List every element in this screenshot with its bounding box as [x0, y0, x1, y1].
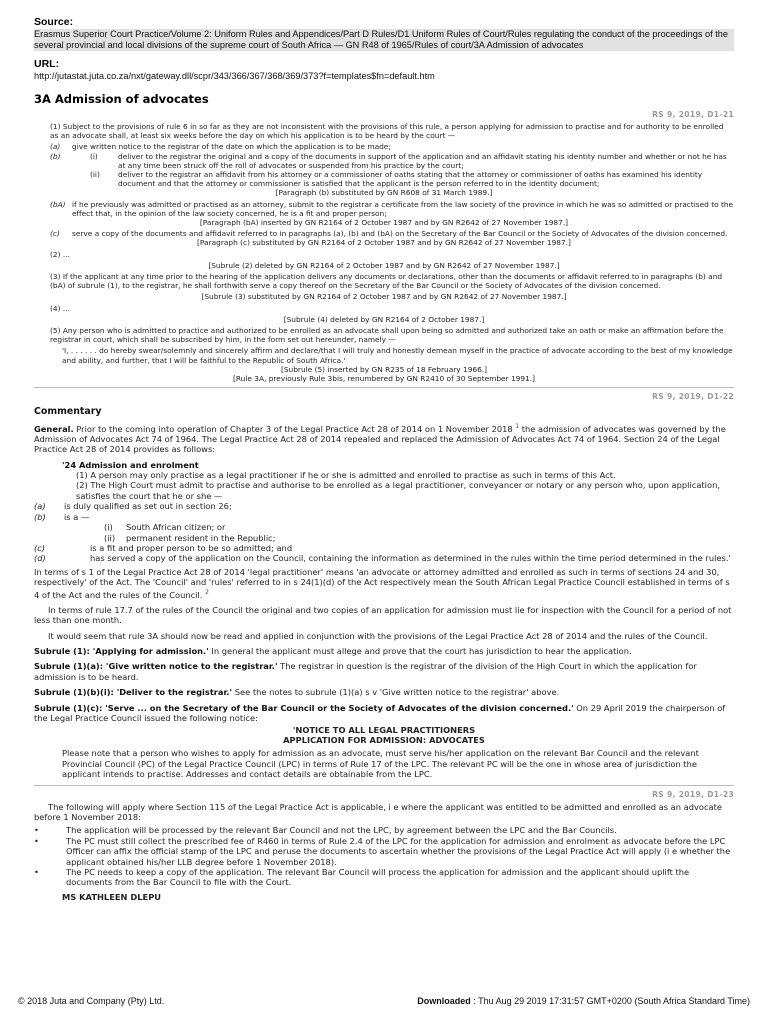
paragraph: It would seem that rule 3A should now be read and applied in conjunction with the provisions of the Legal Practice Act 28 of 2014 and the rules of the Council.	[48, 630, 708, 641]
notice-paragraph: Please note that a person who wishes to apply for admission as an advocate, must serve his/her application on the relevant Bar Council and the relevant Provincial Council (PC) of the Legal Practice Council (LPC) in terms of Rule 17 of the LPC. The relevant PC will be the one in whose area of jurisdiction the applicant intends to practise. Addresses and contact details are obtainable from the LPC.	[62, 748, 699, 780]
subrule-3: (3) If the applicant at any time prior to the hearing of the application delivers any documents or declarations, other than the documents or affidavit referred to in paragraphs (b) and (bA) of subrule (1), to the registrar, he shall forthwith serve a copy thereof on the Secretary of the Bar Council or the Society of Advocates of the division concerned.	[50, 272, 723, 291]
bullet-item: • The application will be processed by the relevant Bar Council and not the LPC, by agreement between the LPC and the Bar Councils.	[34, 825, 617, 836]
page-title: 3A Admission of advocates	[34, 92, 209, 106]
commentary	[34, 407, 734, 779]
para-a: (a) give written notice to the registrar of the date on which the application is to be made;	[50, 142, 391, 152]
url-label: URL:	[34, 58, 60, 70]
amendment-note: [Subrule (2) deleted by GN R2164 of 2 October 1987 and by GN R2642 of 27 November 1987.]	[208, 260, 560, 270]
subrule-note: Subrule (1): 'Applying for admission.' In general the applicant must allege and prove that the court has jurisdiction to hear the application.	[34, 645, 632, 656]
footnote-link[interactable]: 1	[515, 422, 520, 430]
section-24-quote: '24 Admission and enrolment (1) A person may only practise as a legal practitioner if he or she is admitted and enrolled to practise as such in terms of this Act. (2) The High Court must admit to practise and authorise to be enrolled as a legal practitioner, conveyancer or notary or any person who, upon application, satisfies the court that he or she —	[62, 459, 720, 501]
footer	[18, 996, 750, 1006]
commentary-heading: Commentary	[34, 406, 102, 418]
amendment-note: [Subrule (3) substituted by GN R2164 of 2 October 1987 and by GN R2642 of 27 November 1987.]	[201, 292, 567, 302]
source-url[interactable]: http://jutastat.juta.co.za/nxt/gateway.dll/scpr/343/366/367/368/369/373?f=templates$fn=default.htm	[34, 71, 435, 81]
notice-continued	[34, 802, 734, 903]
source-path: Erasmus Superior Court Practice/Volume 2: Uniform Rules and Appendices/Part D Rules/D1 Uniform Rules of Court/Rules regulating the conduct of the proceedings of the several provincial and local divisions of the supreme court of South Africa — GN R48 of 1965/Rules of court/3A Admission of advocates	[34, 29, 734, 51]
document-page	[34, 16, 734, 902]
page-reference: RS 9, 2019, D1-23	[652, 789, 734, 799]
subrule-5: (5) Any person who is admitted to practice and authorized to be enrolled as an advocate shall upon being so admitted and authorized take an oath or make an affirmation before the registrar in court, which shall be subscribed by him, in the form set out hereunder, namely —	[50, 326, 724, 345]
list-item: (b) is a —	[34, 511, 90, 522]
notice-heading: 'NOTICE TO ALL LEGAL PRACTITIONERS APPLICATION FOR ADMISSION: ADVOCATES	[283, 725, 485, 746]
rule-text	[34, 122, 734, 383]
list-item: (a) is duly qualified as set out in section 26;	[34, 501, 232, 512]
subrule-2: (2) ...	[50, 249, 70, 259]
page-reference: RS 9, 2019, D1-22	[652, 392, 734, 402]
list-item: (c) is a fit and proper person to be so admitted; and	[34, 542, 293, 553]
list-item: (i) South African citizen; or	[104, 522, 226, 533]
bullet-item: • The PC must still collect the prescribed fee of R460 in terms of Rule 2.4 of the LPC for the application for admission and enrolment as advocate before the LPC Officer can affix the official stamp of the LPC and peruse the documents to ascertain whether the provisions of the Legal Practice Act will apply (i e whether the applicant obtained his/her LLB degree before 1 November 2018).	[34, 835, 731, 867]
download-info: Downloaded : Thu Aug 29 2019 17:31:57 GMT+0200 (South Africa Standard Time)	[417, 996, 750, 1006]
paragraph: In terms of s 1 of the Legal Practice Act 28 of 2014 'legal practitioner' means 'an advocate or attorney admitted and enrolled as such in terms of sections 24 and 30, respectively' of the Act. The 'Council' and 'rules' referred to in s 24(1)(d) of the Act respectively mean the South African Legal Practice Council established in terms of s 4 of the Act and the rules of the Council. $^2$	[34, 566, 730, 600]
oath-text: 'I, . . . . . . do hereby swear/solemnly and sincerely affirm and declare/that I will truly and honestly demean myself in the practice of advocate according to the best of my knowledge and ability, and further, that I will be faithful to the Republic of South Africa.'	[62, 346, 733, 365]
amendment-note: [Paragraph (c) substituted by GN R2164 of 2 October 1987 and by GN R2642 of 27 November 1987.]	[197, 238, 571, 248]
paragraph: In terms of rule 17.7 of the rules of the Council the original and two copies of an application for admission must lie for inspection with the Council for a period of not less than one month.	[34, 604, 732, 626]
subrule-note: Subrule (1)(b)(i): 'Deliver to the registrar.' See the notes to subrule (1)(a) s v 'Give written notice to the registrar' above.	[34, 687, 560, 698]
copyright: © 2018 Juta and Company (Pty) Ltd.	[18, 996, 165, 1006]
amendment-note: [Paragraph (bA) inserted by GN R2164 of 2 October 1987 and by GN R2642 of 27 November 1987.]	[199, 218, 569, 228]
amendment-note: [Rule 3A, previously Rule 3bis, renumbered by GN R2410 of 30 September 1991.]	[232, 374, 536, 384]
footnote-link[interactable]: 2	[205, 588, 209, 596]
para-b: (b) (i) deliver to the registrar the original and a copy of the documents in support of the application and an affidavit stating his identity number and whether or not he has at any time been struck off the roll of advocates or suspended from his practice by the court;	[50, 151, 727, 170]
general-paragraph: General. Prior to the coming into operation of Chapter 3 of the Legal Practice Act 28 of 2014 on 1 November 2018 $^1$ the admission of advocates was governed by the Admission of Advocates Act 74 of 1964. The Legal Practice Act 28 of 2014 repealed and replaced the Admission of Advocates Act 74 of 1964. Section 24 of the Legal Practice Act 28 of 2014 provides as follows:	[34, 422, 726, 455]
divider	[34, 785, 734, 786]
subrule-4: (4) ...	[50, 303, 70, 313]
amendment-note: [Paragraph (b) substituted by GN R608 of 31 March 1989.]	[275, 188, 493, 198]
page-reference: RS 9, 2019, D1-21	[652, 110, 734, 119]
para-b-ii: (ii) deliver to the registrar an affidavit from his attorney or a commissioner of oaths stating that the attorney or commissioner of oaths has examined his identity document and that the attorney or commissioner is satisfied that the applicant is the person referred to in the identity document;	[90, 170, 703, 189]
subrule-note: Subrule (1)(c): 'Serve ... on the Secretary of the Bar Council or the Society of Advocates of the division concerned.' On 29 April 2019 the chairperson of the Legal Practice Council issued the following notice:	[34, 702, 726, 723]
subrule-1: (1) Subject to the provisions of rule 6 in so far as they are not inconsistent with the provisions of this rule, a person applying for admission to practise and for authority to be enrolled as an advocate shall, at least six weeks before the day on which his application is to be heard by the court —	[50, 122, 724, 141]
source-label: Source:	[34, 16, 74, 28]
amendment-note: [Subrule (4) deleted by GN R2164 of 2 October 1987.]	[283, 314, 485, 324]
amendment-note: [Subrule (5) inserted by GN R235 of 18 February 1966.]	[280, 364, 488, 374]
list-item: (ii) permanent resident in the Republic;	[104, 532, 276, 543]
para-ba: (bA) if he previously was admitted or practised as an attorney, submit to the registrar a certificate from the law society of the province in which he was so admitted or practised to the effect that, in the opinion of the law society concerned, he is a fit and proper person;	[50, 199, 734, 218]
divider	[34, 387, 734, 388]
bullet-item: • The PC needs to keep a copy of the application. The relevant Bar Council will process the application for admission and the applicant should uplift the documents from the Bar Council to file with the Court.	[34, 867, 690, 888]
subrule-note: Subrule (1)(a): 'Give written notice to the registrar.' The registrar in question is the registrar of the division of the High Court in which the application for admission is to be heard.	[34, 661, 697, 682]
list-item: (d) has served a copy of the application on the Council, containing the information as determined in the rules within the time period determined in the rules.'	[34, 553, 731, 564]
signature-name: MS KATHLEEN DLEPU	[62, 891, 162, 902]
paragraph: The following will apply where Section 115 of the Legal Practice Act is applicable, i e where the applicant was entitled to be admitted and enrolled as an advocate before 1 November 2018:	[34, 801, 723, 822]
para-c: (c) serve a copy of the documents and affidavit referred to in paragraphs (a), (b) and (bA) on the Secretary of the Bar Council or the Society of Advocates of the division concerned.	[50, 229, 728, 239]
